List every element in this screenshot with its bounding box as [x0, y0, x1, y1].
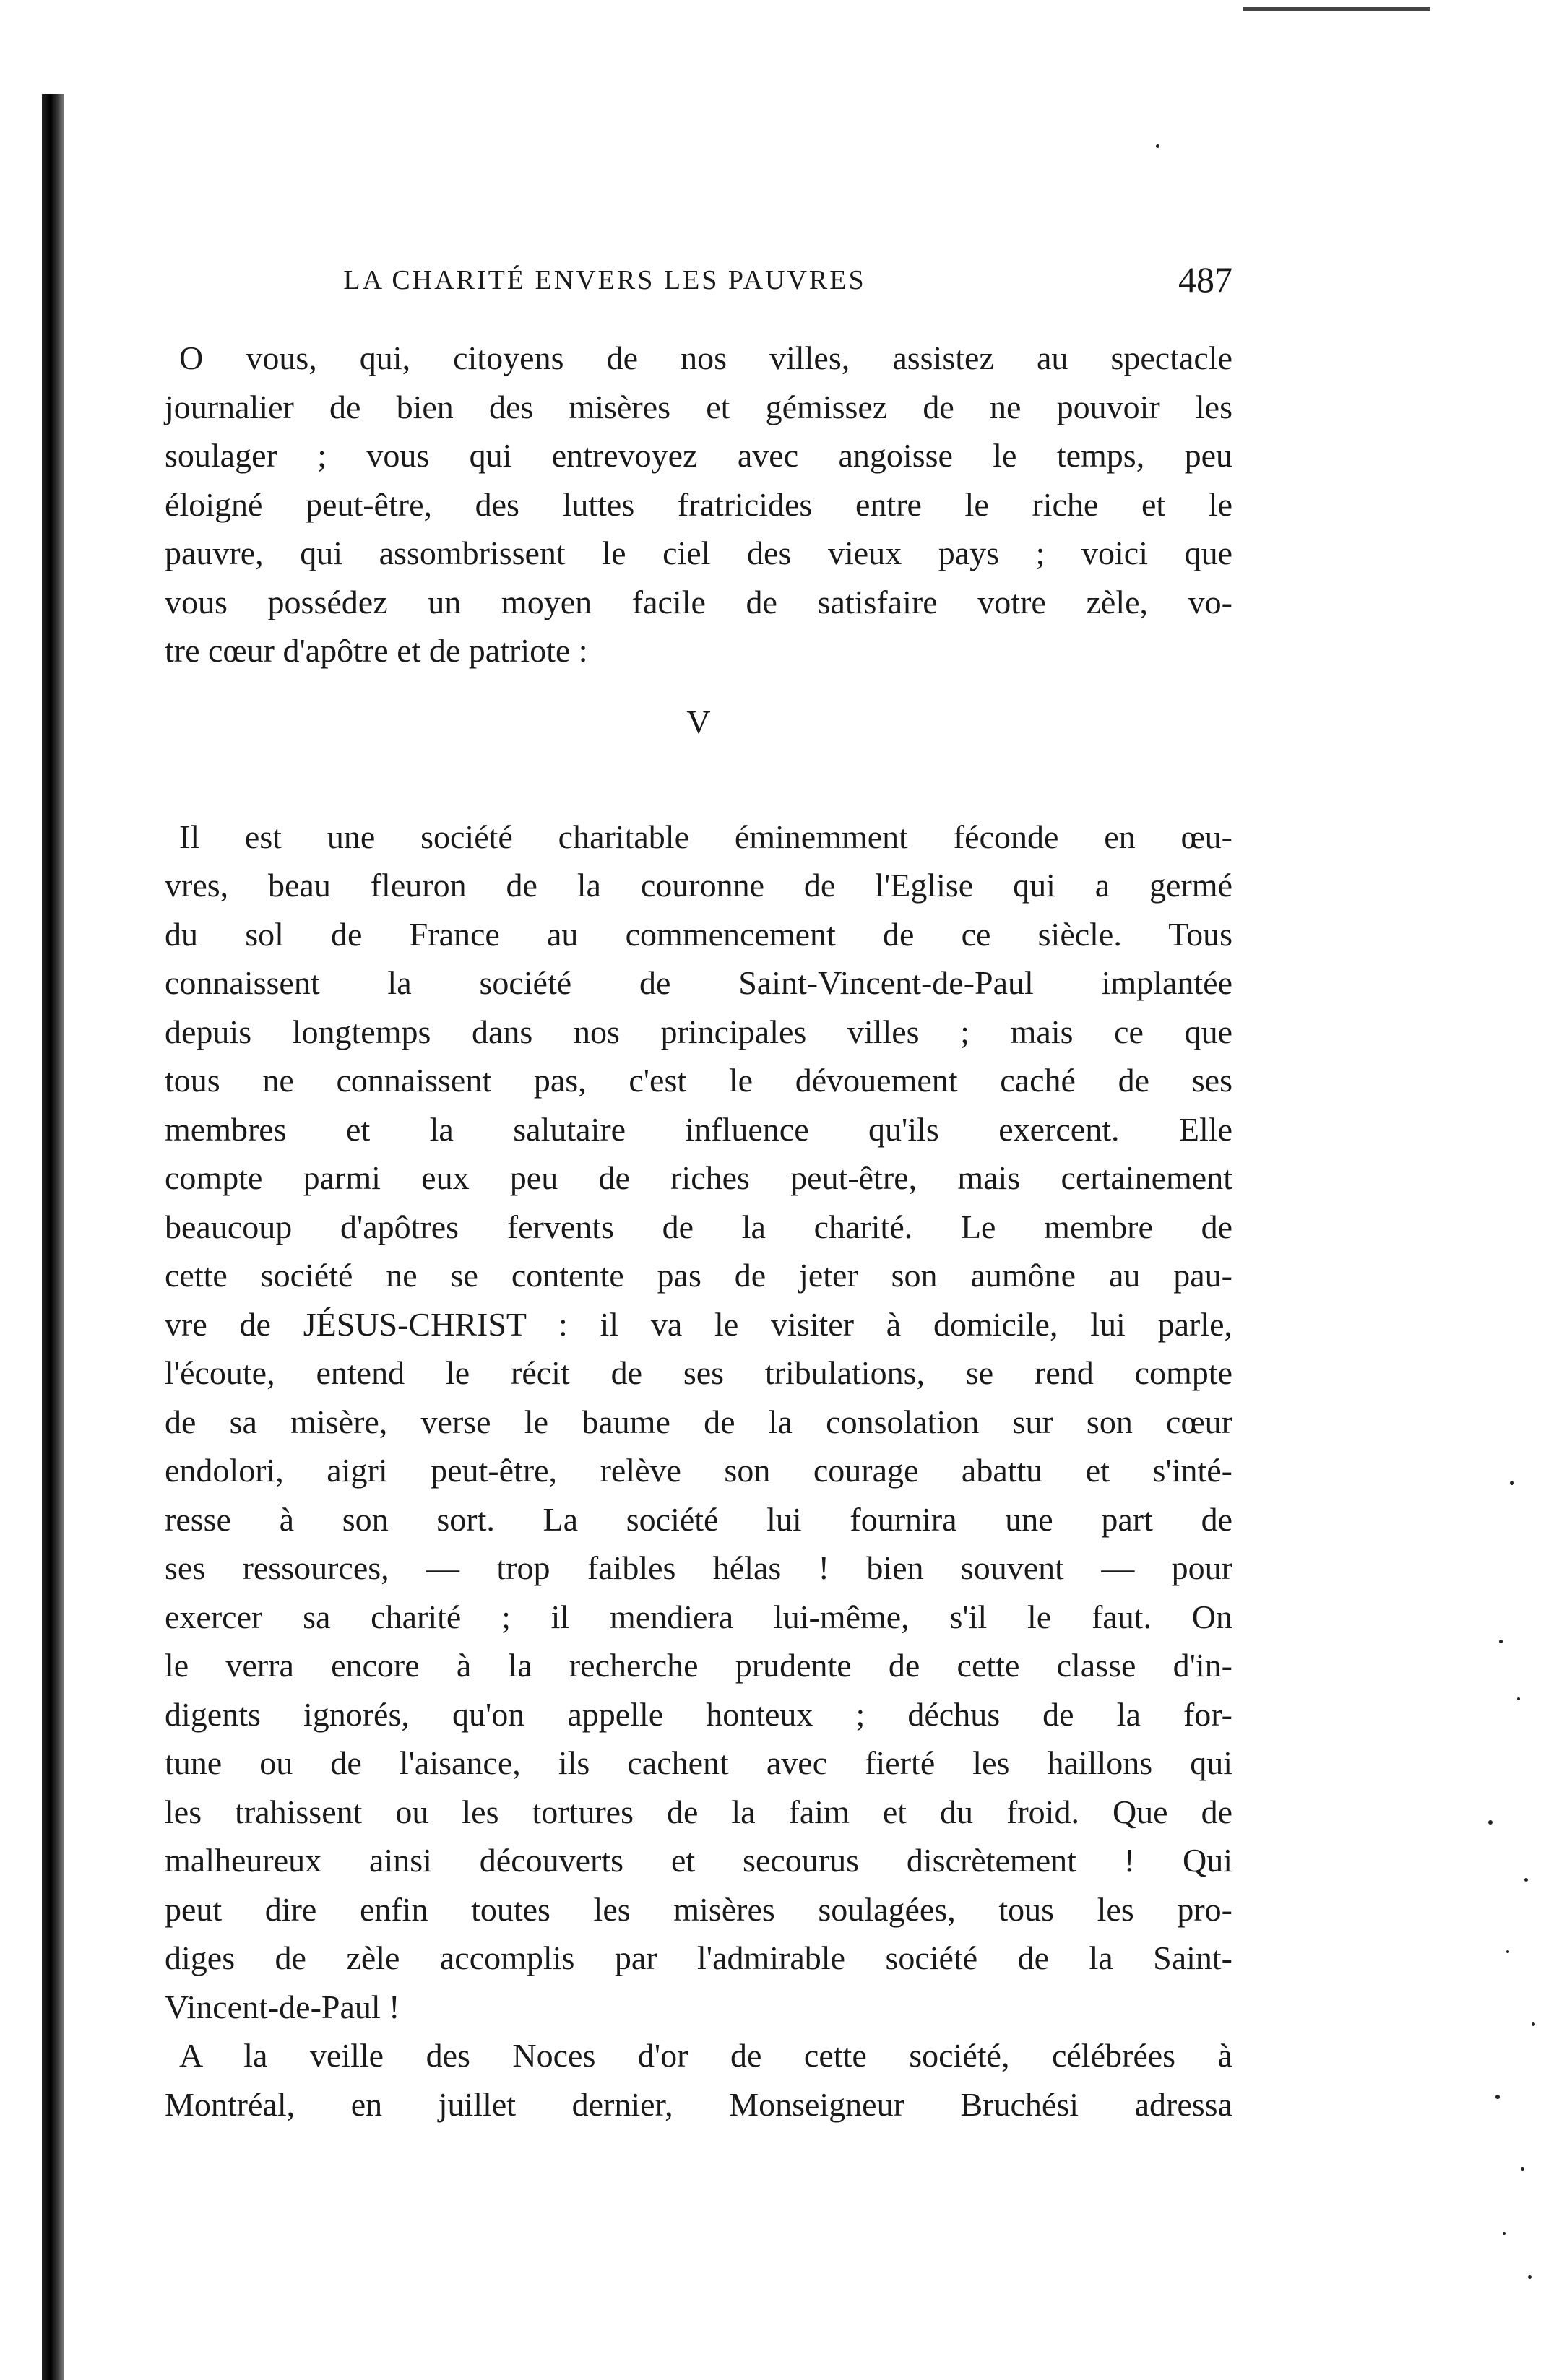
binding-edge-shadow: [42, 94, 64, 2380]
text-line: cette société ne se contente pas de jeter son aumône au pau-: [165, 1257, 1232, 1294]
section-numeral: V: [686, 703, 711, 740]
text-line: A la veille des Noces d'or de cette société, célébrées à: [179, 2037, 1232, 2074]
text-line: journalier de bien des misères et gémissez de ne pouvoir les: [165, 388, 1232, 425]
scan-speck: [1495, 2095, 1500, 2099]
text-line: tre cœur d'apôtre et de patriote :: [165, 632, 588, 669]
text-line: pauvre, qui assombrissent le ciel des vieux pays ; voici que: [165, 535, 1232, 571]
scan-speck: [1499, 1640, 1503, 1643]
text-line: depuis longtemps dans nos principales villes ; mais ce que: [165, 1013, 1232, 1050]
scan-artifact-rule: [1243, 7, 1430, 11]
paragraph-1: [165, 334, 1232, 675]
paragraph-3: [165, 2031, 1232, 2129]
paragraph-2: [165, 813, 1232, 2032]
text-line: tune ou de l'aisance, ils cachent avec fierté les haillons qui: [165, 1744, 1232, 1781]
text-line: le verra encore à la recherche prudente de cette classe d'in-: [165, 1647, 1232, 1684]
page-number: 487: [1178, 259, 1232, 300]
text-line: les trahissent ou les tortures de la faim et du froid. Que de: [165, 1793, 1232, 1830]
scan-speck: [1528, 2275, 1532, 2279]
scan-speck: [1510, 1481, 1514, 1485]
running-head: LA CHARITÉ ENVERS LES PAUVRES: [343, 265, 866, 295]
text-line: Il est une société charitable éminemment féconde en œu-: [179, 818, 1232, 855]
text-line: tous ne connaissent pas, c'est le dévouement caché de ses: [165, 1062, 1232, 1099]
scan-speck: [1517, 1697, 1520, 1700]
page-header: [165, 259, 1232, 309]
text-line: vre de JÉSUS-CHRIST : il va le visiter à domicile, lui parle,: [165, 1305, 1232, 1343]
scan-speck: [1521, 2167, 1524, 2171]
text-line: Vincent-de-Paul !: [165, 1988, 400, 2025]
text-line: éloigné peut-être, des luttes fratricides entre le riche et le: [165, 485, 1232, 523]
text-line: compte parmi eux peu de riches peut-être, mais certainement: [165, 1159, 1232, 1196]
text-line: l'écoute, entend le récit de ses tribulations, se rend compte: [165, 1354, 1232, 1391]
text-line: du sol de France au commencement de ce siècle. Tous: [165, 915, 1232, 953]
scan-speck: [1156, 144, 1159, 148]
scan-speck: [1524, 1878, 1528, 1882]
text-line: ses ressources, — trop faibles hélas ! bien souvent — pour: [165, 1549, 1232, 1586]
text-line: endolori, aigri peut-être, relève son courage abattu et s'inté-: [165, 1452, 1232, 1489]
scan-speck: [1503, 2232, 1506, 2235]
text-line: digents ignorés, qu'on appelle honteux ; déchus de la for-: [165, 1695, 1232, 1733]
scan-speck: [1488, 1820, 1493, 1825]
text-line: O vous, qui, citoyens de nos villes, assistez au spectacle: [179, 339, 1232, 376]
text-line: diges de zèle accomplis par l'admirable société de la Saint-: [165, 1939, 1232, 1976]
text-line: Montréal, en juillet dernier, Monseigneur Bruchési adressa: [165, 2085, 1232, 2123]
scan-speck: [1532, 2022, 1535, 2026]
text-line: membres et la salutaire influence qu'ils exercent. Elle: [165, 1110, 1232, 1148]
page-body: [165, 334, 1232, 2129]
text-line: connaissent la société de Saint-Vincent-de-Paul implantée: [165, 964, 1232, 1001]
text-line: vres, beau fleuron de la couronne de l'Eglise qui a germé: [165, 867, 1232, 904]
text-line: vous possédez un moyen facile de satisfaire votre zèle, vo-: [165, 583, 1232, 620]
text-line: malheureux ainsi découverts et secourus discrètement ! Qui: [165, 1842, 1232, 1879]
scan-speck: [1506, 1950, 1509, 1953]
text-line: resse à son sort. La société lui fournira une part de: [165, 1500, 1232, 1538]
text-line: soulager ; vous qui entrevoyez avec angoisse le temps, peu: [165, 437, 1232, 474]
text-line: peut dire enfin toutes les misères soulagées, tous les pro-: [165, 1890, 1232, 1928]
text-line: beaucoup d'apôtres fervents de la charité. Le membre de: [165, 1208, 1232, 1245]
text-line: exercer sa charité ; il mendiera lui-même, s'il le faut. On: [165, 1598, 1232, 1635]
text-line: de sa misère, verse le baume de la consolation sur son cœur: [165, 1403, 1232, 1440]
